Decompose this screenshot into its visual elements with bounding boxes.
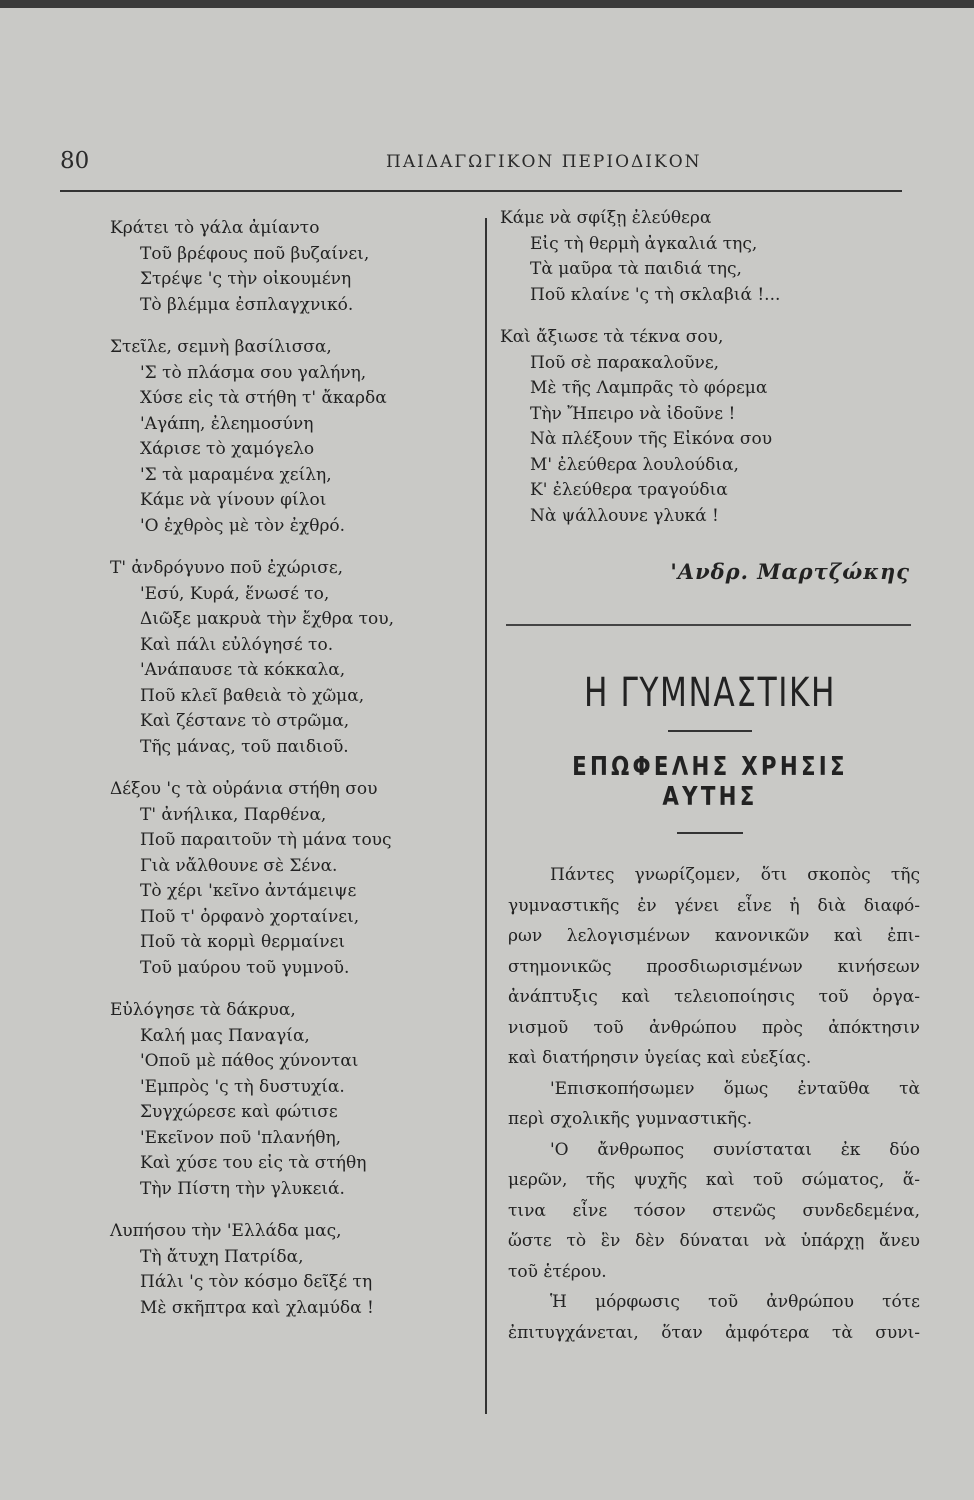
verse-line: Εἰς τὴ θερμὴ ἀγκαλιά της, — [530, 233, 758, 254]
verse-line: Δέξου 'ς τὰ οὐράνια στήθη σου — [110, 779, 378, 799]
verse-line: Ποῦ κλεῖ βαθειὰ τὸ χῶμα, — [140, 685, 365, 706]
verse-line: Ποῦ κλαίνε 'ς τὴ σκλαβιά !... — [530, 284, 781, 305]
verse-line: 'Ο ἐχθρὸς μὲ τὸν ἐχθρό. — [140, 515, 346, 536]
verse-line: Στρέψε 'ς τὴν οἰκουμένη — [140, 269, 352, 289]
verse-line: Τὴν Πίστη τὴν γλυκειά. — [140, 1178, 345, 1199]
right-column-poem — [500, 206, 920, 529]
verse-line: 'Εκεῖνον ποῦ 'πλανήθη, — [140, 1127, 342, 1148]
verse-line: Λυπήσου τὴν 'Ελλάδα μας, — [110, 1221, 342, 1241]
paragraph-line: γυμναστικῆς ἐν γένει εἶνε ἡ διὰ διαφό- — [508, 895, 920, 916]
verse-line: Στεῖλε, σεμνὴ βασίλισσα, — [110, 337, 332, 357]
verse-line: Τὴν Ἤπειρο νὰ ἰδοῦνε ! — [530, 403, 736, 424]
verse-line: Ποῦ τὰ κορμὶ θερμαίνει — [140, 932, 346, 952]
verse-line: Ποῦ τ' ὀρφανὸ χορταίνει, — [140, 906, 360, 927]
verse-line: Γιὰ νἄλθουνε σὲ Σένα. — [140, 855, 338, 876]
page-header — [60, 148, 902, 178]
paragraph-line: στημονικῶς προσδιωρισμένων κινήσεων — [508, 956, 920, 977]
paragraph-line: ὥστε τὸ ἓν δὲν δύναται νὰ ὑπάρχῃ ἄνευ — [508, 1231, 920, 1251]
verse-line: 'Εμπρὸς 'ς τὴ δυστυχία. — [140, 1076, 345, 1097]
column-divider — [485, 218, 487, 1414]
verse-line: Ποῦ σὲ παρακαλοῦνε, — [530, 352, 720, 373]
left-column-poem — [110, 216, 480, 1338]
paragraph-line: ἐπιτυγχάνεται, ὅταν ἀμφότερα τὰ συνι- — [508, 1322, 920, 1343]
header-rule — [60, 190, 902, 192]
verse-line: Μ' ἐλεύθερα λουλούδια, — [530, 454, 739, 475]
verse-line: Τὸ βλέμμα ἐσπλαγχνικό. — [140, 294, 354, 315]
verse-line: Ποῦ παραιτοῦν τὴ μάνα τους — [140, 830, 392, 850]
verse-line: Τὰ μαῦρα τὰ παιδιά της, — [530, 259, 742, 279]
paragraph-line: 'Επισκοπήσωμεν ὅμως ἐνταῦθα τὰ — [550, 1078, 920, 1099]
stanza — [110, 1219, 480, 1321]
page-top-edge — [0, 0, 974, 8]
paragraph-line: μερῶν, τῆς ψυχῆς καὶ τοῦ σώματος, ἅ- — [508, 1170, 920, 1190]
title-rule — [668, 730, 752, 732]
verse-line: Τοῦ μαύρου τοῦ γυμνοῦ. — [140, 957, 350, 978]
paragraph-line: Ἡ μόρφωσις τοῦ ἀνθρώπου τότε — [550, 1292, 920, 1312]
stanza — [110, 777, 480, 981]
article-title: Η ΓΥΜΝΑΣΤΙΚΗ — [583, 670, 837, 716]
verse-line: Καὶ πάλι εὐλόγησέ το. — [140, 634, 334, 655]
verse-line: Τὴ ἄτυχη Πατρίδα, — [140, 1246, 304, 1267]
running-head: ΠΑΙΔΑΓΩΓΙΚΟΝ ΠΕΡΙΟΔΙΚΟΝ — [386, 152, 702, 172]
stanza — [110, 335, 480, 539]
paragraph-line: περὶ σχολικῆς γυμναστικῆς. — [508, 1109, 753, 1129]
verse-line: Καὶ ζέστανε τὸ στρῶμα, — [140, 711, 350, 731]
verse-line: Νὰ ψάλλουνε γλυκά ! — [530, 505, 719, 526]
article-paragraph — [508, 860, 920, 1074]
paragraph-line: Πάντες γνωρίζομεν, ὅτι σκοπὸς τῆς — [550, 865, 920, 885]
article-paragraph — [508, 1287, 920, 1348]
verse-line: Κάμε νὰ γίνουν φίλοι — [140, 490, 327, 510]
verse-line: Καὶ ἄξιωσε τὰ τέκνα σου, — [500, 327, 724, 347]
verse-line: Χάρισε τὸ χαμόγελο — [140, 439, 315, 459]
verse-line: Διῶξε μακρυὰ τὴν ἔχθρα του, — [140, 609, 394, 629]
poem-signature: 'Ανδρ. Μαρτζώκης — [670, 559, 910, 584]
verse-line: Κ' ἐλεύθερα τραγούδια — [530, 480, 728, 500]
section-separator — [506, 624, 911, 626]
verse-line: Τοῦ βρέφους ποῦ βυζαίνει, — [140, 243, 370, 264]
verse-line: 'Οποῦ μὲ πάθος χύνονται — [140, 1051, 359, 1071]
verse-line: Τ' ἀνήλικα, Παρθένα, — [140, 804, 327, 825]
verse-line: 'Σ τὸ πλάσμα σου γαλήνη, — [140, 362, 367, 383]
verse-line: 'Αγάπη, ἐλεημοσύνη — [140, 413, 314, 434]
paragraph-line: καὶ διατήρησιν ὑγείας καὶ εὐεξίας. — [508, 1048, 812, 1068]
verse-line: Νὰ πλέξουν τῆς Εἰκόνα σου — [530, 429, 773, 449]
page-number: 80 — [60, 148, 90, 174]
right-column — [500, 206, 920, 1348]
verse-line: Μὲ τῆς Λαμπρᾶς τὸ φόρεμα — [530, 378, 768, 398]
verse-line: Κάμε νὰ σφίξῃ ἐλεύθερα — [500, 208, 712, 228]
verse-line: 'Εσύ, Κυρά, ἕνωσέ το, — [140, 583, 330, 604]
stanza — [110, 216, 480, 318]
verse-line: Καλή μας Παναγία, — [140, 1025, 310, 1046]
verse-line: 'Ανάπαυσε τὰ κόκκαλα, — [140, 660, 346, 680]
paragraph-line: τινα εἶνε τόσον στενῶς συνδεδεμένα, — [508, 1200, 920, 1221]
verse-line: Εὐλόγησε τὰ δάκρυα, — [110, 1000, 296, 1020]
paragraph-line: ρων λελογισμένων κανονικῶν καὶ ἐπι- — [508, 926, 920, 946]
verse-line: Μὲ σκῆπτρα καὶ χλαμύδα ! — [140, 1297, 374, 1318]
verse-line: Τ' ἀνδρόγυνο ποῦ ἐχώρισε, — [110, 558, 344, 578]
verse-line: Καὶ χύσε του εἰς τὰ στήθη — [140, 1153, 367, 1173]
stanza — [110, 556, 480, 760]
paragraph-line: τοῦ ἑτέρου. — [508, 1261, 607, 1282]
verse-line: Συγχώρεσε καὶ φώτισε — [140, 1102, 338, 1122]
verse-line: Χύσε εἰς τὰ στήθη τ' ἄκαρδα — [140, 388, 387, 408]
verse-line: Τὸ χέρι 'κεῖνο ἀντάμειψε — [140, 881, 357, 901]
stanza — [500, 206, 920, 308]
subtitle-rule — [677, 832, 743, 834]
article-body — [500, 860, 920, 1348]
paragraph-line: 'Ο ἄνθρωπος συνίσταται ἐκ δύο — [550, 1139, 920, 1160]
paragraph-line: ἀνάπτυξις καὶ τελειοποίησις τοῦ ὀργα- — [508, 987, 920, 1007]
article-paragraph — [508, 1074, 920, 1135]
article-subtitle: ΕΠΩΦΕΛΗΣ ΧΡΗΣΙΣ ΑΥΤΗΣ — [572, 752, 848, 812]
verse-line: Πάλι 'ς τὸν κόσμο δεῖξέ τη — [140, 1272, 373, 1292]
verse-line: Κράτει τὸ γάλα ἀμίαντο — [110, 218, 320, 238]
article-paragraph — [508, 1135, 920, 1288]
verse-line: Τῆς μάνας, τοῦ παιδιοῦ. — [140, 736, 349, 757]
paragraph-line: νισμοῦ τοῦ ἀνθρώπου πρὸς ἀπόκτησιν — [508, 1017, 920, 1038]
stanza — [110, 998, 480, 1202]
stanza — [500, 325, 920, 529]
verse-line: 'Σ τὰ μαραμένα χείλη, — [140, 464, 332, 485]
